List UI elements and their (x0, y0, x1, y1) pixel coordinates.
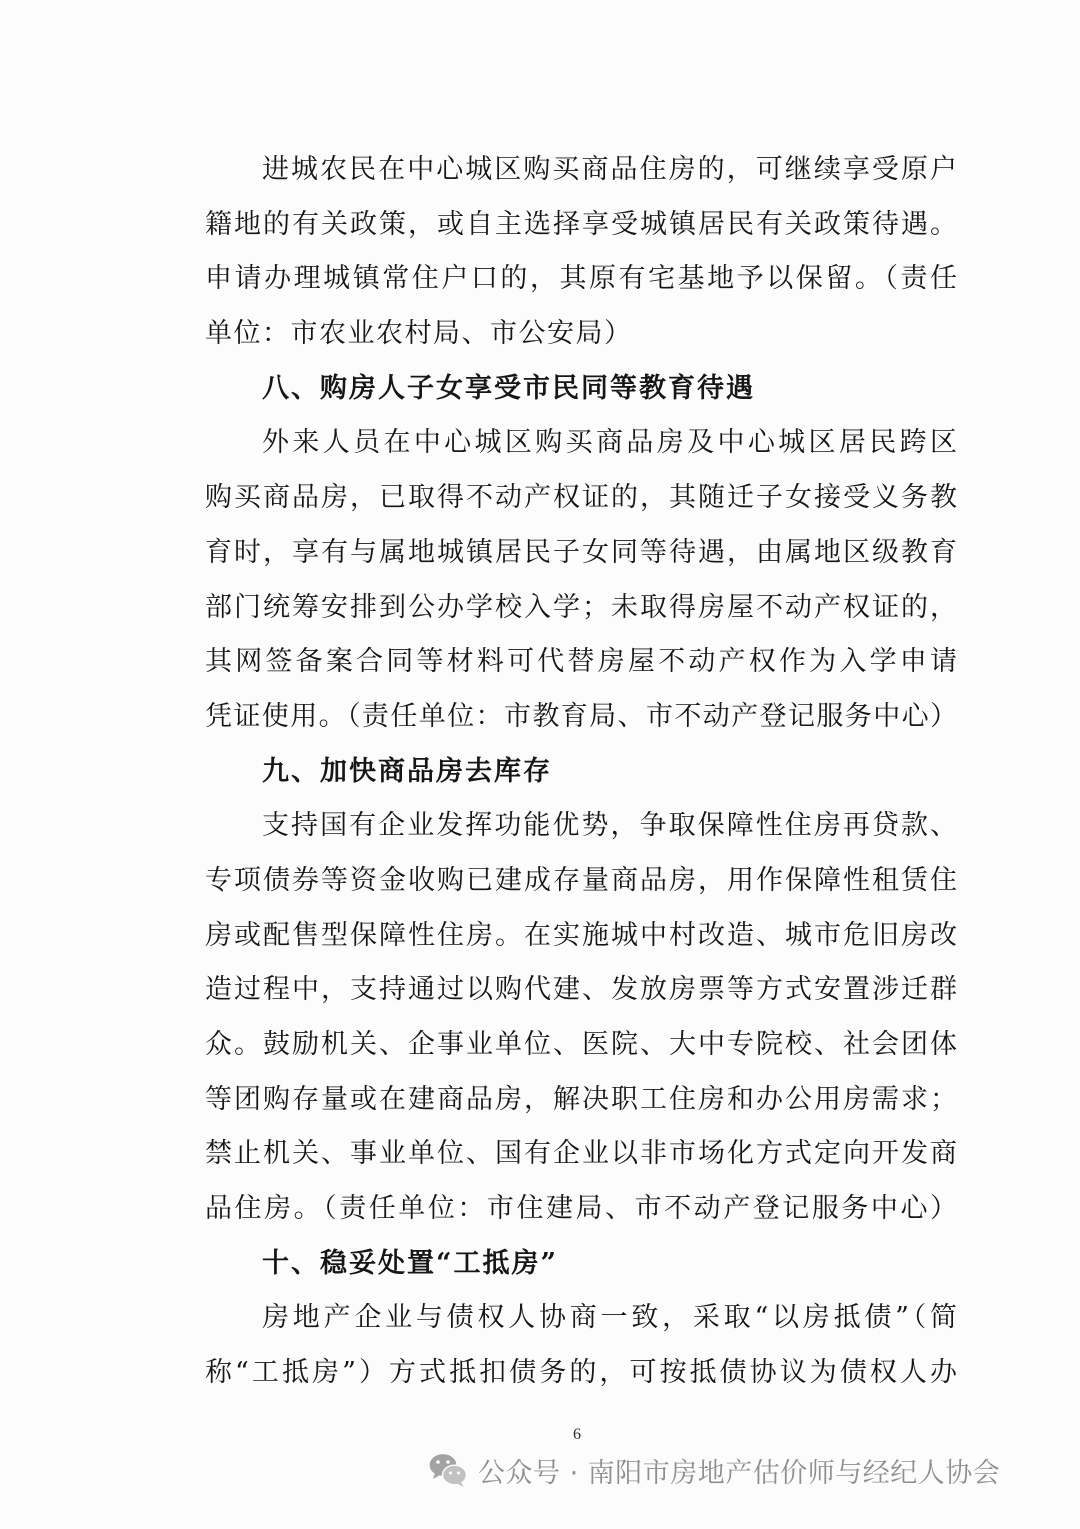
paragraph-line: 部门统筹安排到公办学校入学；未取得房屋不动产权证的， (205, 591, 957, 623)
paragraph-line: 等团购存量或在建商品房，解决职工住房和办公用房需求； (205, 1083, 957, 1115)
paragraph-line: 凭证使用。（责任单位：市教育局、市不动产登记服务中心） (205, 700, 957, 732)
paragraph-line: 进城农民在中心城区购买商品住房的，可继续享受原户 (262, 154, 957, 185)
paragraph-line: 禁止机关、事业单位、国有企业以非市场化方式定向开发商 (205, 1138, 957, 1170)
paragraph-line: 专项债券等资金收购已建成存量商品房，用作保障性租赁住 (205, 864, 957, 896)
paragraph-line: 造过程中，支持通过以购代建、发放房票等方式安置涉迁群 (205, 974, 957, 1006)
paragraph-line: 品住房。（责任单位：市住建局、市不动产登记服务中心） (205, 1193, 957, 1225)
paragraph (205, 416, 957, 744)
watermark-text: 公众号 · 南阳市房地产估价师与经纪人协会 (478, 1457, 1001, 1489)
paragraph-line: 房地产企业与债权人协商一致，采取“以房抵债”（简 (262, 1302, 957, 1334)
paragraph-line: 育时，享有与属地城镇居民子女同等待遇，由属地区级教育 (205, 536, 957, 568)
paragraph-line: 房或配售型保障性住房。在实施城中村改造、城市危旧房改 (205, 919, 957, 951)
paragraph (205, 143, 957, 362)
section-heading: 十、稳妥处置“工抵房” (262, 1247, 559, 1279)
paragraph-line: 籍地的有关政策，或自主选择享受城镇居民有关政策待遇。 (205, 208, 957, 240)
paragraph-line: 其网签备案合同等材料可代替房屋不动产权作为入学申请 (205, 646, 957, 678)
paragraph-line: 购买商品房，已取得不动产权证的，其随迁子女接受义务教 (205, 482, 957, 514)
paragraph (205, 1291, 957, 1400)
section-heading: 九、加快商品房去库存 (262, 755, 552, 787)
paragraph-line: 众。鼓励机关、企事业单位、医院、大中专院校、社会团体 (205, 1029, 957, 1060)
paragraph-line: 单位：市农业农村局、市公安局） (205, 318, 633, 350)
document-body (205, 143, 957, 1401)
paragraph (205, 799, 957, 1237)
watermark (428, 1450, 1000, 1490)
page-number: 6 (573, 1426, 581, 1443)
section-heading: 八、购房人子女享受市民同等教育待遇 (262, 372, 755, 404)
paragraph-line: 申请办理城镇常住户口的，其原有宅基地予以保留。（责任 (205, 263, 957, 295)
paragraph-line: 支持国有企业发挥功能优势，争取保障性住房再贷款、 (262, 810, 957, 842)
wechat-icon (428, 1451, 468, 1489)
paragraph-line: 称“工抵房”）方式抵扣债务的，可按抵债协议为债权人办 (205, 1357, 957, 1389)
paragraph-line: 外来人员在中心城区购买商品房及中心城区居民跨区 (262, 427, 957, 459)
